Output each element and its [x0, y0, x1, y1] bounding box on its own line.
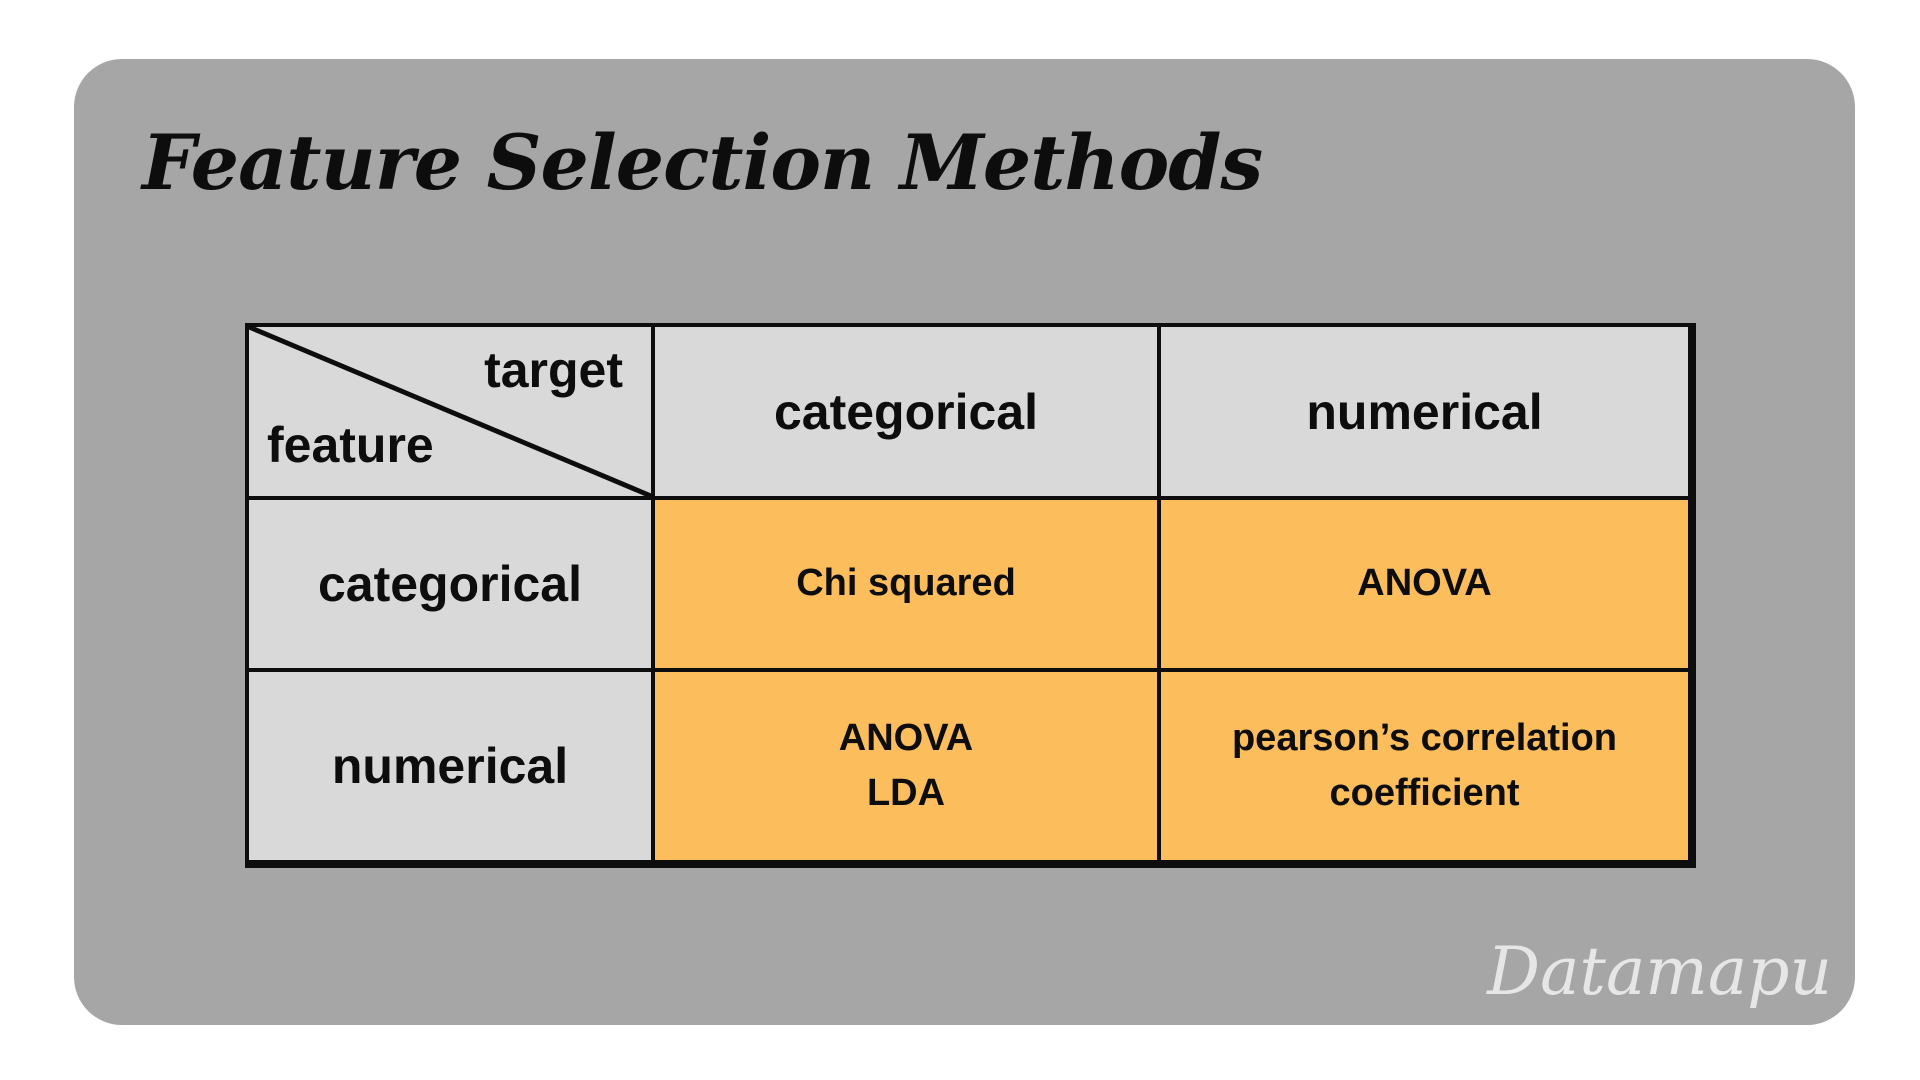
- column-header-categorical: categorical: [655, 327, 1161, 500]
- feature-axis-label: feature: [267, 417, 434, 473]
- target-axis-label: target: [484, 342, 623, 398]
- brand-watermark: Datamapu: [1487, 933, 1832, 1010]
- method-cell-num-num: [1161, 672, 1688, 860]
- method-line: coefficient: [1329, 772, 1520, 814]
- method-cell-cat-cat: [655, 500, 1161, 672]
- feature-selection-matrix: [245, 323, 1696, 868]
- method-cell-cat-num: [1161, 500, 1688, 672]
- method-line: ANOVA: [838, 716, 974, 759]
- method-line: ANOVA: [1357, 562, 1492, 605]
- corner-cell: [249, 327, 655, 500]
- row-header-numerical: numerical: [249, 672, 655, 860]
- column-header-numerical: numerical: [1161, 327, 1688, 500]
- method-line: pearson’s correlation: [1231, 716, 1618, 759]
- row-header-categorical: categorical: [249, 500, 655, 672]
- method-line: LDA: [866, 772, 946, 814]
- method-line: Chi squared: [796, 562, 1016, 605]
- method-cell-num-cat: [655, 672, 1161, 860]
- page-title: Feature Selection Methods: [142, 118, 1263, 207]
